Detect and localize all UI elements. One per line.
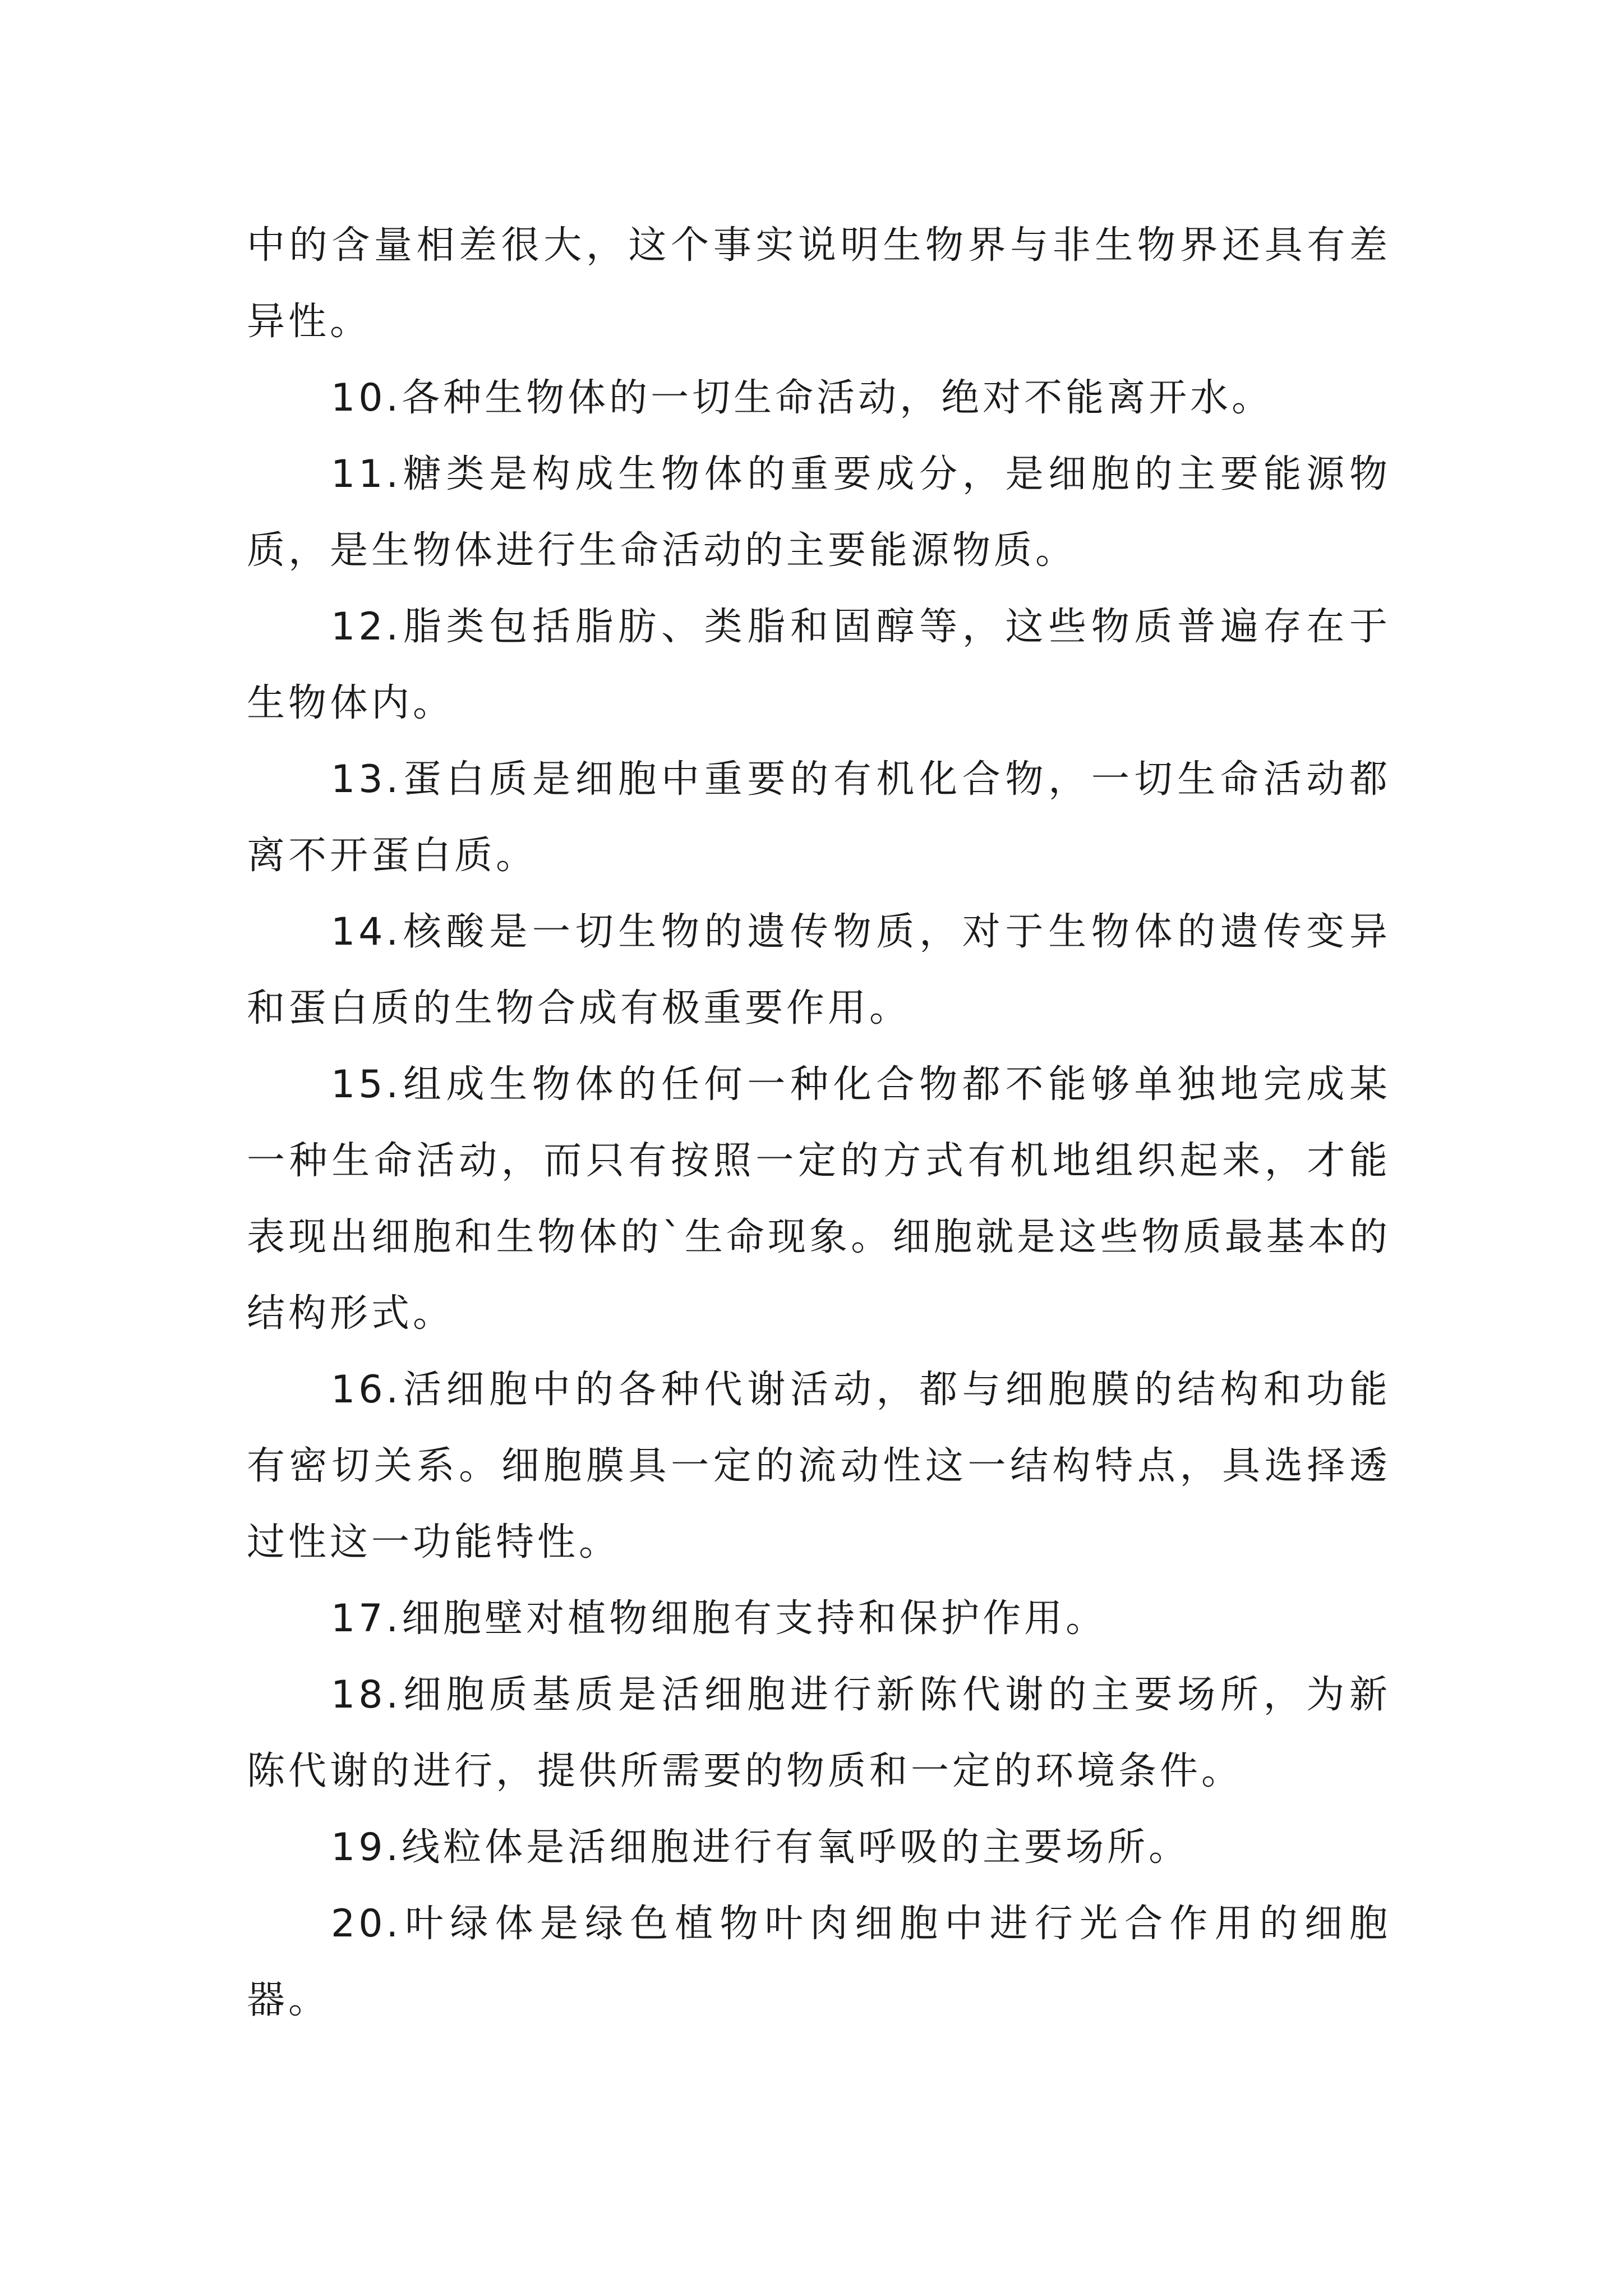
paragraph-item-14: 14.核酸是一切生物的遗传物质，对于生物体的遗传变异和蛋白质的生物合成有极重要作用。: [247, 910, 1391, 1030]
paragraph-item-11: 11.糖类是构成生物体的重要成分，是细胞的主要能源物质，是生物体进行生命活动的主要能源物质。: [247, 452, 1391, 573]
paragraph-item-18: 18.细胞质基质是活细胞进行新陈代谢的主要场所，为新陈代谢的进行，提供所需要的物质和一定的环境条件。: [247, 1673, 1391, 1793]
document-body: [247, 208, 1391, 2039]
paragraph-item-13: 13.蛋白质是细胞中重要的有机化合物，一切生命活动都离不开蛋白质。: [247, 757, 1391, 878]
paragraph-item-15: 15.组成生物体的任何一种化合物都不能够单独地完成某一种生命活动，而只有按照一定的方式有机地组织起来，才能表现出细胞和生物体的`生命现象。细胞就是这些物质最基本的结构形式。: [247, 1062, 1391, 1336]
paragraph-item-16: 16.活细胞中的各种代谢活动，都与细胞膜的结构和功能有密切关系。细胞膜具一定的流动性这一结构特点，具选择透过性这一功能特性。: [247, 1368, 1391, 1565]
paragraph-item-12: 12.脂类包括脂肪、类脂和固醇等，这些物质普遍存在于生物体内。: [247, 605, 1391, 725]
paragraph-item-17: 17.细胞壁对植物细胞有支持和保护作用。: [331, 1596, 1108, 1641]
paragraph-item-19: 19.线粒体是活细胞进行有氧呼吸的主要场所。: [331, 1825, 1191, 1870]
paragraph-item-10: 10.各种生物体的一切生命活动，绝对不能离开水。: [331, 376, 1274, 420]
paragraph-continuation: 中的含量相差很大，这个事实说明生物界与非生物界还具有差异性。: [247, 223, 1391, 344]
paragraph-item-20: 20.叶绿体是绿色植物叶肉细胞中进行光合作用的细胞器。: [247, 1902, 1391, 2022]
